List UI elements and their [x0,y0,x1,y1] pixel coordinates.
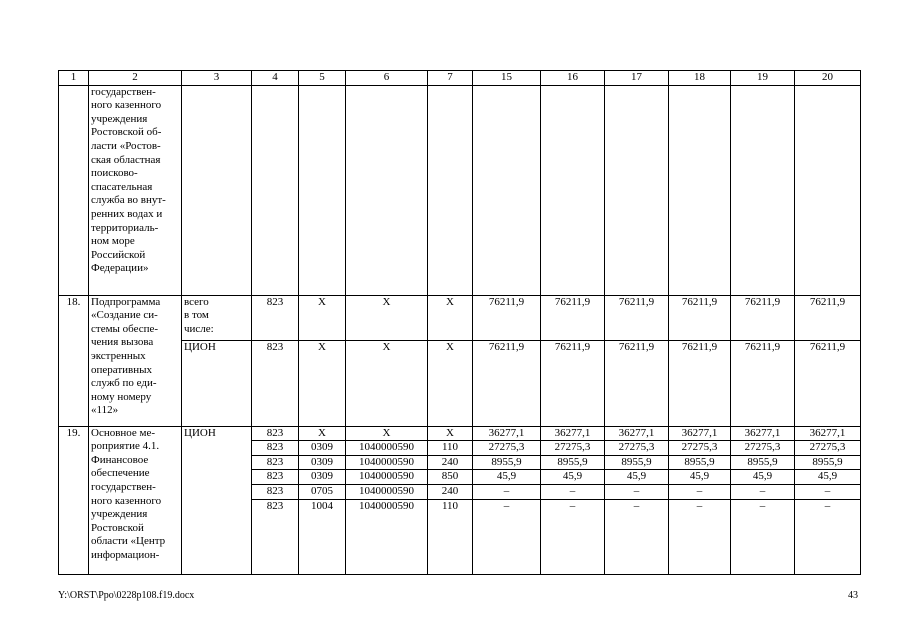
value-line: – [473,485,540,500]
value-cell: 76211,9 [473,340,541,426]
code-line: 823 [252,441,298,456]
value-line: 8955,9 [541,456,604,471]
value-cell: 76211,9 [669,295,731,340]
code-line: 1040000590 [346,485,427,500]
col-header: 6 [346,71,428,86]
code-line: 850 [428,470,472,485]
value-line: 8955,9 [473,456,540,471]
code-line: 0309 [299,456,345,471]
value-line: 36277,1 [605,427,668,442]
value-line: – [669,485,730,500]
value-cell: 76211,9 [605,340,669,426]
code-line: 240 [428,485,472,500]
value-line: 8955,9 [731,456,794,471]
code-line: 823 [252,456,298,471]
value-line: 36277,1 [473,427,540,442]
code-line: X [346,427,427,442]
row-number-cell: 18. [59,295,89,426]
executor-cell: ЦИОН [182,426,252,574]
value-cell: 76211,9 [605,295,669,340]
code-column [299,426,346,574]
value-line: – [759,499,766,512]
table-row-18a [59,295,861,340]
table-row-19 [59,426,861,574]
value-line: 45,9 [605,470,668,485]
code-column [252,426,299,574]
empty-cell [541,85,605,295]
code-line: 1040000590 [359,499,414,512]
code-cell: X [299,295,346,340]
code-column [428,426,473,574]
code-line: 110 [428,441,472,456]
budget-table [58,70,861,575]
empty-cell [669,85,731,295]
value-line: 27275,3 [541,441,604,456]
empty-cell [252,85,299,295]
row-name-cell: Подпрограмма «Создание си- стемы обеспе- чения вызова экстренных оперативных служб по еди- ному номеру «112» [89,295,182,426]
value-column [605,426,669,574]
value-line: – [569,499,576,512]
empty-cell [299,85,346,295]
value-line: – [605,485,668,500]
value-cell: 76211,9 [473,295,541,340]
value-column [731,426,795,574]
executor-cell: ЦИОН [182,340,252,426]
value-line: 45,9 [795,470,860,485]
col-header: 2 [89,71,182,86]
code-line: X [299,427,345,442]
code-line: 1040000590 [346,456,427,471]
file-path: Y:\ORST\Ppo\0228p108.f19.docx [58,590,195,601]
value-line: – [541,485,604,500]
code-cell: X [346,295,428,340]
empty-cell [605,85,669,295]
code-cell: X [428,340,473,426]
code-line: 1040000590 [346,470,427,485]
value-cell: 76211,9 [731,295,795,340]
value-cell: 76211,9 [795,295,861,340]
value-line: 8955,9 [795,456,860,471]
value-line: – [633,499,640,512]
empty-cell [473,85,541,295]
code-line: 823 [252,427,298,442]
value-line: 36277,1 [541,427,604,442]
value-line: 45,9 [541,470,604,485]
value-line: – [503,499,510,512]
value-line: 8955,9 [605,456,668,471]
code-cell: X [428,295,473,340]
value-line: 27275,3 [605,441,668,456]
code-column [346,426,428,574]
executor-cell: всего в том числе: [182,295,252,340]
col-header: 7 [428,71,473,86]
code-cell: X [299,340,346,426]
value-line: 36277,1 [731,427,794,442]
code-line: 1004 [311,499,333,512]
value-line: – [795,485,860,500]
empty-cell [182,85,252,295]
col-header: 3 [182,71,252,86]
code-line: 823 [252,470,298,485]
value-line: 45,9 [669,470,730,485]
code-line: 110 [441,499,459,512]
value-column [795,426,861,574]
code-cell: X [346,340,428,426]
empty-cell [346,85,428,295]
code-line: 0705 [299,485,345,500]
value-column [541,426,605,574]
value-line: – [824,499,831,512]
col-header: 5 [299,71,346,86]
code-line: 240 [428,456,472,471]
empty-cell [795,85,861,295]
code-cell: 823 [252,340,299,426]
value-line: 8955,9 [669,456,730,471]
table-row-continued [59,85,861,295]
col-header: 16 [541,71,605,86]
empty-cell [428,85,473,295]
row-number-cell [59,85,89,295]
row-name-cell: Основное ме- роприятие 4.1. Финансовое обеспечение государствен- ного казенного учреждения Ростовской области «Центр информацион- [89,426,182,574]
col-header: 19 [731,71,795,86]
column-number-row [59,71,861,86]
code-line: 0309 [299,441,345,456]
col-header: 1 [59,71,89,86]
code-line: 823 [252,485,298,500]
col-header: 17 [605,71,669,86]
code-cell: 823 [252,295,299,340]
value-line: 45,9 [473,470,540,485]
value-line: 27275,3 [473,441,540,456]
col-header: 18 [669,71,731,86]
code-line: 1040000590 [346,441,427,456]
col-header: 20 [795,71,861,86]
value-line: 36277,1 [669,427,730,442]
value-cell: 76211,9 [731,340,795,426]
row-name-cell: государствен- ного казенного учреждения Ростовской об- ласти «Ростов- ская областная поисково- спасательная служба во внут- ренних водах и территориаль- ном море Российской Федерации» [89,85,182,295]
value-line: 36277,1 [795,427,860,442]
value-line: 27275,3 [669,441,730,456]
code-line: 0309 [299,470,345,485]
code-line: 823 [266,499,284,512]
code-line: X [428,427,472,442]
value-line: 45,9 [731,470,794,485]
value-cell: 76211,9 [795,340,861,426]
value-column [473,426,541,574]
empty-cell [731,85,795,295]
col-header: 4 [252,71,299,86]
value-line: – [731,485,794,500]
value-line: – [696,499,703,512]
col-header: 15 [473,71,541,86]
page-number: 43 [848,590,858,601]
value-line: 27275,3 [731,441,794,456]
value-cell: 76211,9 [541,295,605,340]
value-line: 27275,3 [795,441,860,456]
value-cell: 76211,9 [669,340,731,426]
value-cell: 76211,9 [541,340,605,426]
value-column [669,426,731,574]
row-number-cell: 19. [59,426,89,574]
